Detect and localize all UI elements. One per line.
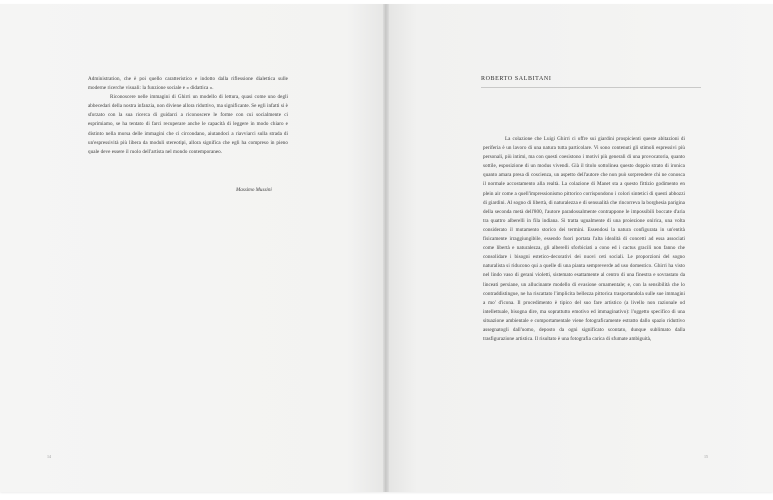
book-gutter [383, 4, 389, 492]
left-page-number: 14 [47, 454, 51, 459]
right-text-block [483, 135, 685, 344]
chapter-heading: ROBERTO SALBITANI [481, 76, 552, 82]
open-book [0, 4, 773, 496]
right-page [386, 4, 773, 492]
left-text-block [88, 75, 288, 157]
right-page-number: 15 [704, 454, 708, 459]
right-paragraph-1: La colazione che Luigi Ghirri ci offre sui giardini prospicienti queste abitazioni di periferia è un lavoro di una natura tutta particolare. Vi sono contenuti gli stimoli espressivi più personali, più intimi, ma con questi coesistono i motivi più generali di una provocatoria, quanto sottile, esposizione di un modus vivendi. Già il titolo sottolinea questo doppio strato di ironica quanto amara presa di coscienza, un aspetto dell'autore che non può sorprendere chi ne conosca il normale accostamento alla realtà. La colazione di Manet sta a questo fittizio godimento en plein air come a quell'impressionismo pittorico corrispondono i colori sintetici di questi abbozzi di giardini. Al sogno di libertà, di naturalezza e di sensualità che rincorreva la borghesia parigina della seconda metà dell'800, l'autore paradossalmente contrappone le impossibili boccate d'aria tra quattro alberelli in fila indiana. Si tratta ugualmente di una proiezione onirica, una volta considerato il mutamento storico dei termini. Essendosi la natura configurata in un'entità fisicamente irraggiungibile, essendo fuori portata l'alta idealità di concetti ad essa associati come libertà e naturalezza, gli alberelli sforbiciati a cono ed i cactus gracili non fanno che consolidare i bisogni estetico-decorativi dei nuovi ceti sociali. Le proporzioni del sogno naturalista si riducono qui a quelle di una pianta sempreverde ad uso domestico. Ghirri ha visto nel lindo vaso di gerani violetti, sistemato esattamente al centro di una finestra e sovrastato da linceati persiane, un allucinante modello di evasione ornamentale; e, con la sensibilità che lo contraddistingue, ne ha riscattato l'implicita bellezza pittorica trasportandola sulle sue immagini a mo' d'icona. Il procedimento è tipico del suo fare artistico (a livello non razionale od intellettuale, bisogna dire, ma soprattutto emotivo ed immaginativo): l'oggetto specifico di una situazione ambientale e comportamentale viene fotograficamente estratto dallo spazio riduttivo assegnatogli dall'uomo, deposto da ogni significato scontato, dunque sublimato dalla trasfigurazione artistica. Il risultato è una fotografia carica di sfumate ambiguità, [483, 136, 685, 343]
left-page [0, 4, 386, 492]
left-paragraph-2: Riconoscere nelle immagini di Ghirri un modello di lettura, quasi come uno degli abbecedari della nostra infanzia, non diviene allora riduttivo, ma significante. Se egli infatti si è sforzato con la sua ricerca di guidarci a riconoscere le forme con cui socialmente ci esprimiamo, se ha tentato di farci recuperare anche le capacità di leggere in modo chiaro e distinto nella morsa delle immagini che ci circondano, aiutandoci a riavviarci sulla strada di un'espressività più libera da moduli stereotipi, allora significa che egli ha compreso in pieno quale deve essere il ruolo dell'artista nel mondo contemporaneo. [88, 94, 288, 155]
heading-rule [481, 87, 701, 88]
author-signature: Massimo Mussini [236, 187, 272, 193]
left-paragraph-1: Administration, che è poi quello caratteristico e indotto dalla riflessione dialettica sulle moderne ricerche visuali: la funzione sociale e « didattica ». [88, 76, 288, 92]
